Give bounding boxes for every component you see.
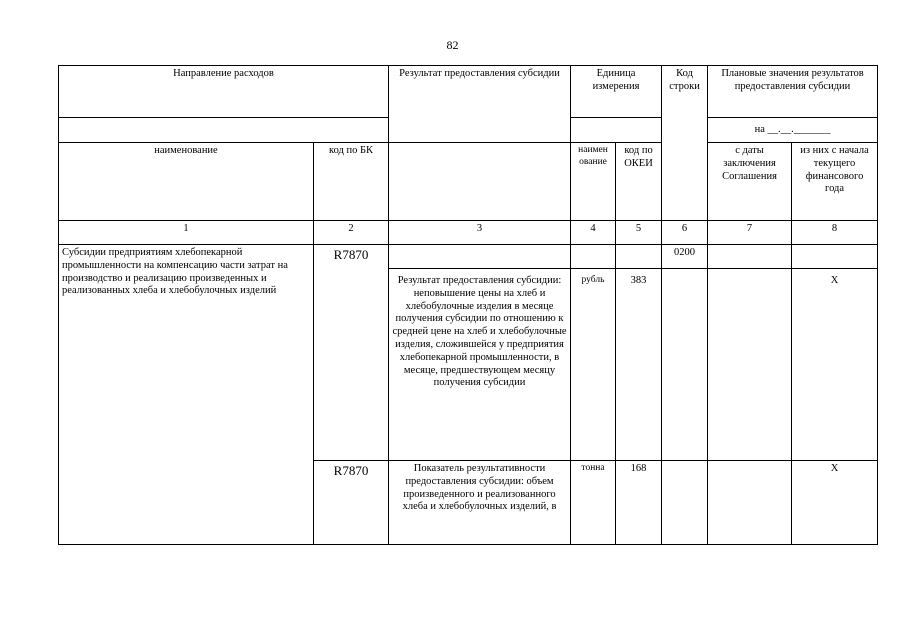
header-from-year: из них с начала текущего финансового года [792,143,878,221]
header-result-spacer [389,143,571,221]
from-year-empty-cell [792,245,878,269]
result-2-from-date [708,461,792,545]
header-okei: код по ОКЕИ [616,143,662,221]
result-1-text: Результат предоставления субсидии: неповышение цены на хлеб и хлебобулочные изделия в месяце получения субсидии по отношению к средней цене на хлеб и хлебобулочные изделия, сложившейся у предприятия хлебопекарной промышленности, в месяце, предшествующем месяцу получения субсидии [389,269,571,461]
header-bk-code: код по БК [314,143,389,221]
header-unit-name: наимен ование [571,143,616,221]
result-2-col8: Х [792,461,878,545]
col-num-4: 4 [571,221,616,245]
table-row [59,245,878,269]
result-empty-cell [389,245,571,269]
col-num-5: 5 [616,221,662,245]
header-name: наименование [59,143,314,221]
col-num-3: 3 [389,221,571,245]
header-direction: Направление расходов [59,66,389,118]
bk-code-cell-2: R7870 [314,461,389,545]
line-code-cell: 0200 [662,245,708,269]
page-number: 82 [446,38,459,52]
header-planned: Плановые значения результатов предоставления субсидии [708,66,878,118]
result-1-line-code [662,269,708,461]
okei-empty-cell [616,245,662,269]
header-direction-spacer [59,118,389,143]
col-num-2: 2 [314,221,389,245]
col-num-7: 7 [708,221,792,245]
from-date-empty-cell [708,245,792,269]
header-result: Результат предоставления субсидии [389,66,571,143]
column-number-row [59,221,878,245]
result-2-okei: 168 [616,461,662,545]
header-unit-spacer [571,118,662,143]
result-2-unit: тонна [571,461,616,545]
header-from-date: с даты заключения Соглашения [708,143,792,221]
result-2-line-code [662,461,708,545]
col-num-1: 1 [59,221,314,245]
col-num-6: 6 [662,221,708,245]
result-1-unit: рубль [571,269,616,461]
col-num-8: 8 [792,221,878,245]
direction-name-cell: Субсидии предприятиям хлебопекарной промышленности на компенсацию части затрат на производство и реализацию произведенных и реализованных хлеба и хлебобулочных изделий [59,245,314,545]
bk-code-cell: R7870 [314,245,389,461]
unit-empty-cell [571,245,616,269]
result-1-okei: 383 [616,269,662,461]
subsidy-table [58,65,878,545]
header-line-code: Код строки [662,66,708,221]
header-unit: Единица измерения [571,66,662,118]
result-1-col8: Х [792,269,878,461]
result-2-text: Показатель результативности предоставления субсидии: объем произведенного и реализованного хлеба и хлебобулочных изделий, в [389,461,571,545]
header-na-date: на __.__._______ [708,118,878,143]
result-1-from-date [708,269,792,461]
header-row-1 [59,66,878,118]
header-row-3 [59,143,878,221]
